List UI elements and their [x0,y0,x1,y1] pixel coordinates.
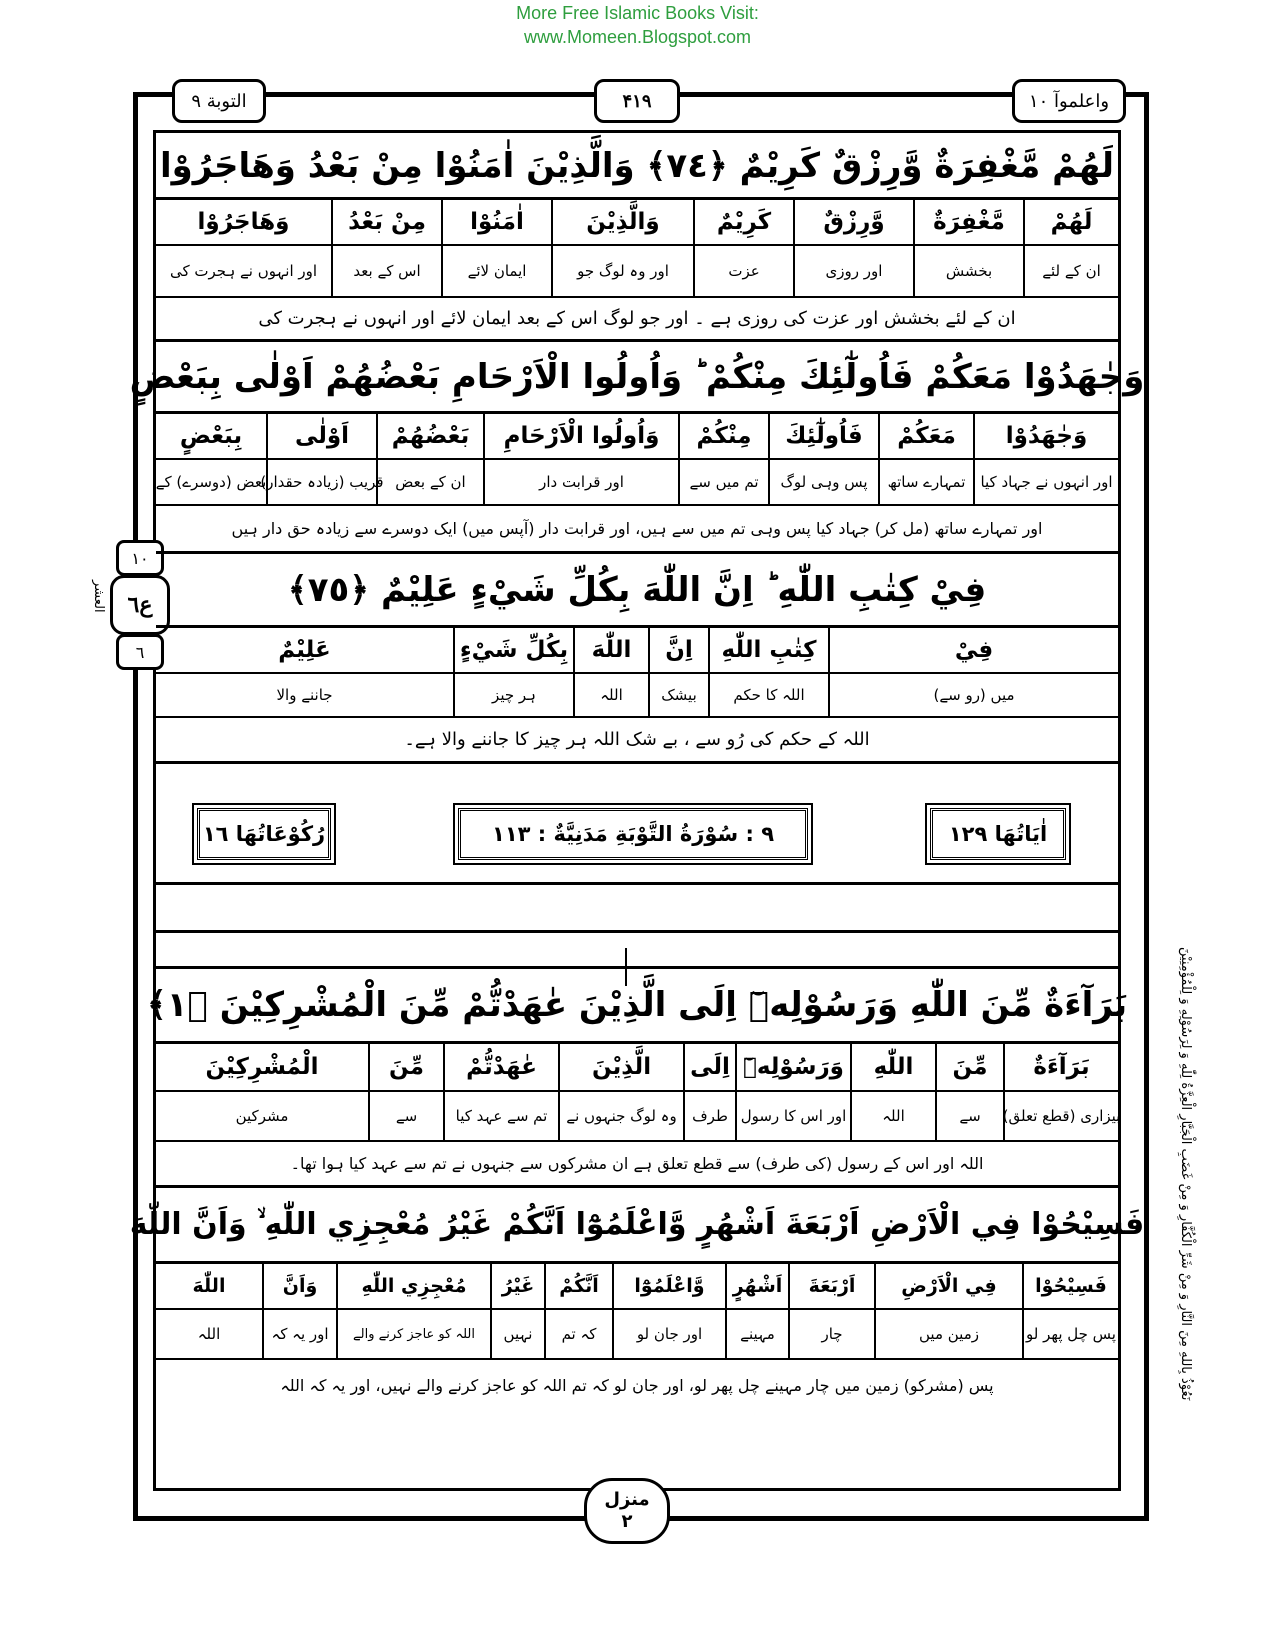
word-ar: اَشْهُرٍ [725,1264,788,1308]
word-ar: وَاُولُوا الْاَرْحَامِ [483,414,678,458]
header-para-name: واعلموآ ١٠ [1012,79,1126,123]
word-ur: اللہ [850,1092,935,1140]
word-ar: مَّغْفِرَةٌ [913,200,1023,244]
word-ar: عَلِيْمٌ [278,637,331,663]
word-ar: عٰهَدْتُّمْ [443,1044,558,1090]
word-row-ur-1 [156,246,1118,298]
word-ur: ان کے بعض [376,460,483,504]
word-ur: اس کے بعد [331,246,441,296]
ayah-line-1: لَهُمْ مَّغْفِرَةٌ وَّرِزْقٌ كَرِيْمٌ ﴿٧٤﴾ وَالَّذِيْنَ اٰمَنُوْا مِنْ بَعْدُ وَهَاجَرُوْا [156,134,1118,200]
word-ur: کہ تم [544,1310,612,1358]
side-marker-bottom: ٦ [116,634,164,670]
word-ar: اَنَّكُمْ [544,1264,612,1308]
word-ar: اٰمَنُوْا [441,200,551,244]
word-ar: وَاَنَّ [262,1264,336,1308]
word-ar: اللّٰهِ [850,1044,935,1090]
word-row-ur-4 [156,1092,1121,1142]
translation-1: ان کے لئے بخشش اور عزت کی روزی ہے ۔ اور جو لوگ اس کے بعد ایمان لائے اور انہوں نے ہجرت کی [156,298,1118,342]
ayah-line-4: بَرَآءَةٌ مِّنَ اللّٰهِ وَرَسُوْلِهٖٓ اِلَى الَّذِيْنَ عٰهَدْتُّمْ مِّنَ الْمُشْرِكِيْنَ ﴿١﴾ [156,968,1118,1044]
word-row-ur-2 [156,460,1118,506]
word-ur: اللہ کو عاجز کرنے والے [336,1310,490,1358]
manzil-number: ٢ [621,1511,633,1532]
word-ar: مِّنَ [368,1044,443,1090]
surah-ayat-count: اٰيَاتُهَا ١٢٩ [930,808,1066,860]
word-ar: اِلَى [683,1044,735,1090]
word-ur: ہر چیز [453,674,573,716]
word-row-ar-5 [156,1264,1118,1310]
word-ar: مِّنَ [935,1044,1003,1090]
word-ar: بَرَآءَةٌ [1003,1044,1118,1090]
word-ur: اللہ [573,674,648,716]
side-marker-top: ١٠ [116,540,164,576]
ayah-line-5: فَسِيْحُوْا فِي الْاَرْضِ اَرْبَعَةَ اَشْهُرٍ وَّاعْلَمُوْٓا اَنَّكُمْ غَيْرُ مُعْجِزِي اللّٰهِ ۙ وَاَنَّ اللّٰهَ [156,1188,1118,1264]
ruku-marker: ع٦ [110,575,170,635]
word-ur: اللہ [197,1325,221,1343]
word-ar: فِيْ [828,628,1118,672]
word-ar: فِي الْاَرْضِ [874,1264,1022,1308]
word-ur: اور جان لو [612,1310,725,1358]
word-ur: تمہارے ساتھ [878,460,973,504]
word-ur: میں (رو سے) [828,674,1118,716]
word-ur: اللہ کا حکم [708,674,828,716]
word-ur: پس چل پھر لو [1022,1310,1118,1358]
word-ar: فَسِيْحُوْا [1022,1264,1118,1308]
word-ar: وَجٰهَدُوْا [973,414,1118,458]
divider [156,882,1118,885]
word-row-ur-5 [156,1310,1118,1360]
word-ur: اور یہ کہ [262,1310,336,1358]
word-ar: وَّاعْلَمُوْٓا [612,1264,725,1308]
word-ar: اللّٰهَ [573,628,648,672]
watermark-line-2[interactable]: www.Momeen.Blogspot.com [523,27,752,47]
word-ar: مِنْ بَعْدُ [331,200,441,244]
word-ur: تم میں سے [678,460,768,504]
word-row-ur-3 [156,674,1118,718]
word-ur: جاننے والا [276,686,333,704]
word-ur: مہینے [725,1310,788,1358]
word-ur: زمین میں [874,1310,1022,1358]
word-ar: وَرَسُوْلِهٖٓ [735,1044,850,1090]
word-ar: وَهَاجَرُوْا [197,209,290,235]
word-ur: وہ لوگ جنہوں نے [558,1092,683,1140]
word-ar: فَاُولٰٓئِكَ [768,414,878,458]
word-ar: لَهُمْ [1023,200,1118,244]
word-ur: اور انہوں نے جہاد کیا [973,460,1118,504]
word-ur: طرف [683,1092,735,1140]
manzil-marker [584,1478,670,1544]
word-ur: تم سے عہد کیا [443,1092,558,1140]
word-ur: پس وہی لوگ [768,460,878,504]
word-ur: عزت [693,246,793,296]
word-ar: بِبَعْضٍ [179,423,243,449]
word-ar: مِنْكُمْ [678,414,768,458]
page-number: ۴۱۹ [594,79,680,123]
word-ur: اور اس کا رسول [735,1092,850,1140]
word-ar: الْمُشْرِكِيْنَ [205,1054,319,1080]
word-ur: ان کے لئے [1023,246,1118,296]
word-ur: مشرکین [235,1107,289,1125]
word-ur: قریب (زیادہ حقدار) [266,460,376,504]
word-ur: سے [368,1092,443,1140]
word-ar: الَّذِيْنَ [558,1044,683,1090]
word-ur: اور روزی [793,246,913,296]
margin-dua: نَعُوْذُ بِاللهِ مِنَ النَّارِ وَ مِنْ شَرِّ الْكُفَّارِ وَ مِنْ غَضَبِ الْجَبَّارِ الْعِزَّةُ لِلّٰهِ وَ لِرَسُوْلِهِ وَ لِلْمُؤْمِنِيْنَ [1178,946,1193,1400]
word-row-ar-1 [156,200,1118,246]
manzil-label: منزل [604,1489,650,1510]
word-ar: اِنَّ [648,628,708,672]
word-ur: ایمان لائے [441,246,551,296]
word-ar: مُعْجِزِي اللّٰهِ [336,1264,490,1308]
word-ar: اَرْبَعَةَ [788,1264,874,1308]
watermark-line-1: More Free Islamic Books Visit: [516,3,759,23]
ayah-line-3: فِيْ كِتٰبِ اللّٰهِ ؕ اِنَّ اللّٰهَ بِكُلِّ شَيْءٍ عَلِيْمٌ ﴿٧٥﴾ [156,554,1118,628]
word-ar: بَعْضُهُمْ [376,414,483,458]
word-ur: اور وہ لوگ جو [551,246,693,296]
word-ar: كَرِيْمٌ [693,200,793,244]
divider [156,930,1118,933]
ayah-line-2: وَجٰهَدُوْا مَعَكُمْ فَاُولٰٓئِكَ مِنْكُمْ ؕ وَاُولُوا الْاَرْحَامِ بَعْضُهُمْ اَوْلٰى بِبَعْضٍ [156,342,1118,414]
word-row-ar-3 [156,628,1118,674]
translation-2: اور تمہارے ساتھ (مل کر) جہاد کیا پس وہی تم میں سے ہیں، اور قرابت دار (آپس میں) ایک دوسرے سے زیادہ حق دار ہیں [156,506,1118,554]
translation-5: پس (مشرکو) زمین میں چار مہینے چل پھر لو، اور جان لو کہ تم اللہ کو عاجز کرنے والے نہیں، اور یہ کہ اللہ [280,1375,994,1395]
translation-3: اللہ کے حکم کی رُو سے ، بے شک اللہ ہر چیز کا جاننے والا ہے۔ [156,718,1118,764]
word-ar: كِتٰبِ اللّٰهِ [708,628,828,672]
word-ur: بخشش [913,246,1023,296]
word-ar: وَّرِزْقٌ [793,200,913,244]
word-ur: اور انہوں نے ہجرت کی [169,262,318,280]
word-ur: چار [788,1310,874,1358]
surah-title: ٩ : سُوْرَةُ التَّوْبَةِ مَدَنِيَّةٌ : ١١٣ [458,808,808,860]
surah-ruku-count: رُكُوْعَاتُهَا ١٦ [197,808,331,860]
word-ar: مَعَكُمْ [878,414,973,458]
word-ur: اور قرابت دار [483,460,678,504]
word-ur: سے [935,1092,1003,1140]
word-ar: اللّٰهَ [192,1275,226,1297]
word-ur: بیزاری (قطع تعلق) [1003,1092,1118,1140]
header-surah-name: التوبة ٩ [172,79,266,123]
word-ur: بیشک [648,674,708,716]
word-row-ar-2 [156,414,1118,460]
word-row-ar-4 [156,1044,1118,1092]
word-ar: بِكُلِّ شَيْءٍ [453,628,573,672]
word-ur: نہیں [490,1310,544,1358]
word-ar: اَوْلٰى [266,414,376,458]
word-ar: غَيْرُ [490,1264,544,1308]
translation-4: اللہ اور اس کے رسول (کی طرف) سے قطع تعلق ہے ان مشرکوں سے جنہوں نے تم سے عہد کیا ہوا تھا۔ [156,1142,1118,1188]
word-ar: وَالَّذِيْنَ [551,200,693,244]
word-ur: بعض (دوسرے) کے [155,473,267,491]
side-marker-label: العشر [91,580,106,613]
